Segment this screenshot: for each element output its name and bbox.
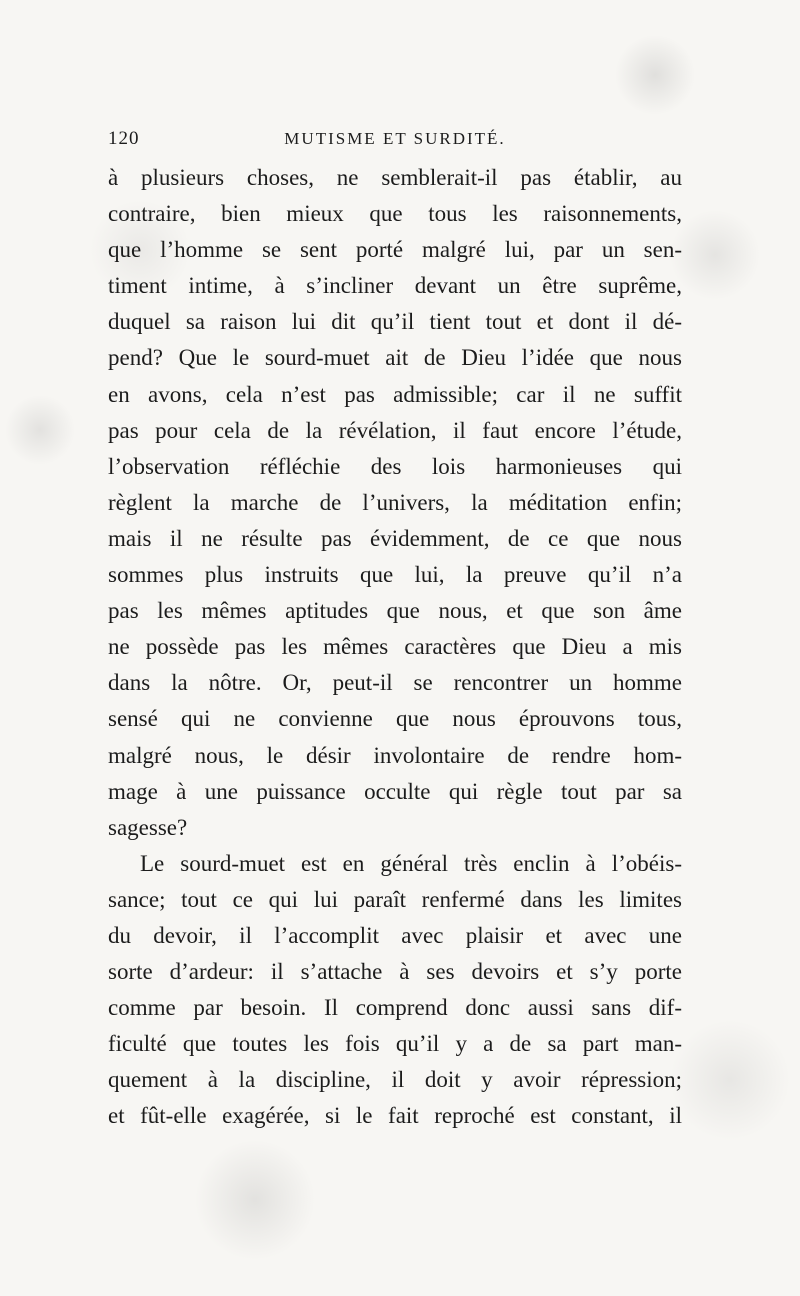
- text-line: sagesse?: [108, 814, 188, 840]
- text-line: comme par besoin. Il comprend donc aussi sans dif-: [108, 995, 682, 1021]
- text-line: duquel sa raison lui dit qu’il tient tout et dont il dé-: [108, 309, 682, 335]
- page-number: 120: [108, 128, 140, 149]
- text-line: timent intime, à s’incliner devant un être suprême,: [108, 273, 682, 299]
- text-line: ne possède pas les mêmes caractères que Dieu a mis: [108, 634, 682, 660]
- text-line: pas les mêmes aptitudes que nous, et que son âme: [108, 598, 682, 624]
- text-line: du devoir, il l’accomplit avec plaisir et avec une: [108, 922, 682, 948]
- text-line: et fût-elle exagérée, si le fait reproché est constant, il: [108, 1103, 682, 1129]
- running-title: MUTISME ET SURDITÉ.: [284, 129, 506, 148]
- text-line: l’observation réfléchie des lois harmonieuses qui: [108, 453, 682, 479]
- text-line: en avons, cela n’est pas admissible; car il ne suffit: [108, 381, 682, 407]
- text-line: ficulté que toutes les fois qu’il y a de sa part man-: [108, 1031, 682, 1057]
- text-line: à plusieurs choses, ne semblerait-il pas établir, au: [108, 165, 682, 190]
- text-line: sommes plus instruits que lui, la preuve qu’il n’a: [108, 562, 682, 588]
- text-line: quement à la discipline, il doit y avoir répression;: [108, 1067, 682, 1093]
- text-line: mage à une puissance occulte qui règle tout par sa: [108, 778, 682, 804]
- text-line: sorte d’ardeur: il s’attache à ses devoirs et s’y porte: [108, 959, 682, 985]
- text-line: mais il ne résulte pas évidemment, de ce que nous: [108, 525, 682, 551]
- text-line: sance; tout ce qui lui paraît renfermé dans les limites: [108, 886, 682, 912]
- page-header: [108, 128, 682, 152]
- text-line: pas pour cela de la révélation, il faut encore l’étude,: [108, 417, 682, 443]
- text-line: sensé qui ne convienne que nous éprouvons tous,: [108, 706, 682, 732]
- text-line: règlent la marche de l’univers, la méditation enfin;: [108, 489, 682, 515]
- text-line: pend? Que le sourd-muet ait de Dieu l’idée que nous: [108, 345, 682, 371]
- text-line: contraire, bien mieux que tous les raisonnements,: [108, 201, 682, 227]
- text-line: Le sourd-muet est en général très enclin à l’obéis-: [140, 850, 682, 876]
- text-line: malgré nous, le désir involontaire de rendre hom-: [108, 742, 682, 768]
- body-text: [108, 160, 682, 1135]
- text-line: que l’homme se sent porté malgré lui, par un sen-: [108, 237, 682, 263]
- text-line: dans la nôtre. Or, peut-il se rencontrer un homme: [108, 670, 682, 696]
